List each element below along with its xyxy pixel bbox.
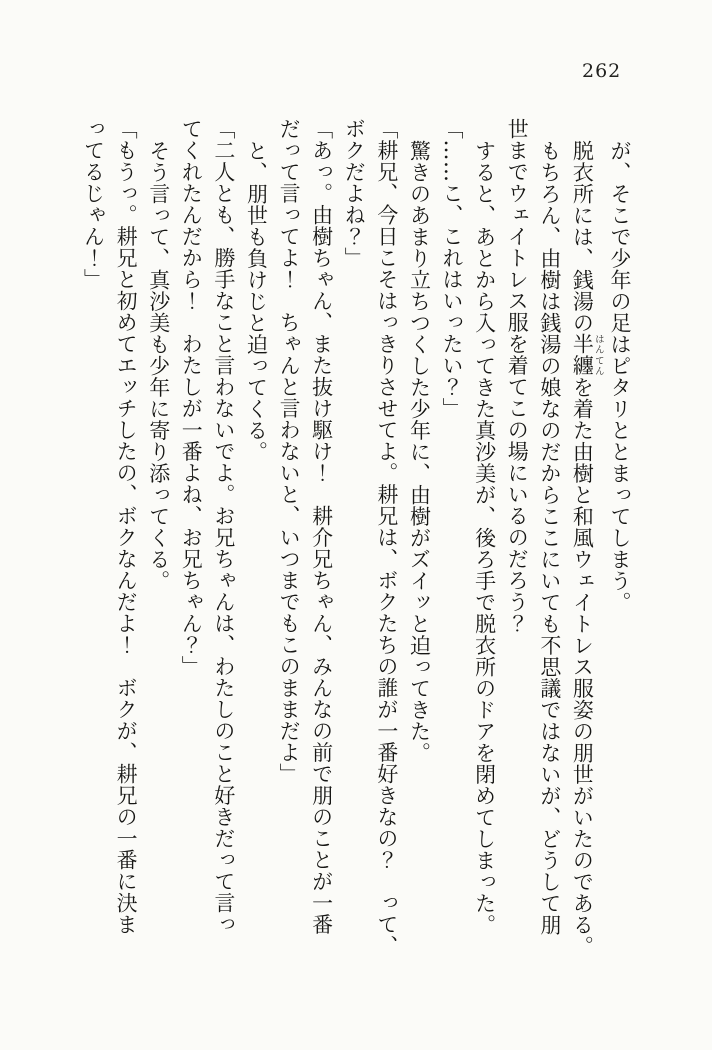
text-line: 脱衣所には、銭湯の半纏はんてんを着た由樹と和風ウェイトレス服姿の朋世がいたのである。 [570, 139, 604, 957]
text-line: と、朋世も負けじと迫ってくる。 [244, 139, 269, 462]
text-line: 「……こ、これはいったい？」 [440, 118, 465, 419]
text-line: 「あっ。由樹ちゃん、また抜け駆け！ 耕介兄ちゃん、みんなの前で朋のことが一番 [309, 118, 334, 935]
page-number: 262 [582, 60, 622, 82]
text-line: が、そこで少年の足はピタリととまってしまう。 [608, 139, 632, 613]
text-line: ってるじゃん！」 [81, 118, 106, 290]
text-line: てくれたんだから！ わたしが一番よね、お兄ちゃん？」 [179, 118, 204, 677]
text-line: ボクだよね？」 [342, 118, 367, 269]
text-line: 驚きのあまり立ちつくした少年に、由樹がズイッと迫ってきた。 [407, 139, 432, 763]
text-line: もちろん、由樹は銭湯の娘なのだからここにいても不思議ではないが、どうして朋 [537, 139, 562, 935]
vertical-text-block [80, 118, 636, 968]
text-line: 「もうっ。耕兄と初めてエッチしたの、ボクなんだよ！ ボクが、耕兄の一番に決ま [114, 118, 139, 935]
text-line: そう言って、真沙美も少年に寄り添ってくる。 [146, 139, 171, 591]
text-line: 「二人とも、勝手なこと言わないでよ。お兄ちゃんは、わたしのこと好きだって言っ [211, 118, 236, 935]
text-line: 世までウェイトレス服を着てこの場にいるのだろう？ [505, 118, 530, 634]
text-line: 「耕兄、今日こそはっきりさせてよ。耕兄は、ボクたちの誰が一番好きなの？ って、 [374, 118, 399, 957]
text-line: すると、あとから入ってきた真沙美が、後ろ手で脱衣所のドアを閉めてしまった。 [472, 139, 497, 935]
text-line: だって言ってよ！ ちゃんと言わないと、いつまでもこのままだよ」 [277, 118, 302, 785]
furigana-annotation: 半纏はんてん [570, 333, 604, 376]
